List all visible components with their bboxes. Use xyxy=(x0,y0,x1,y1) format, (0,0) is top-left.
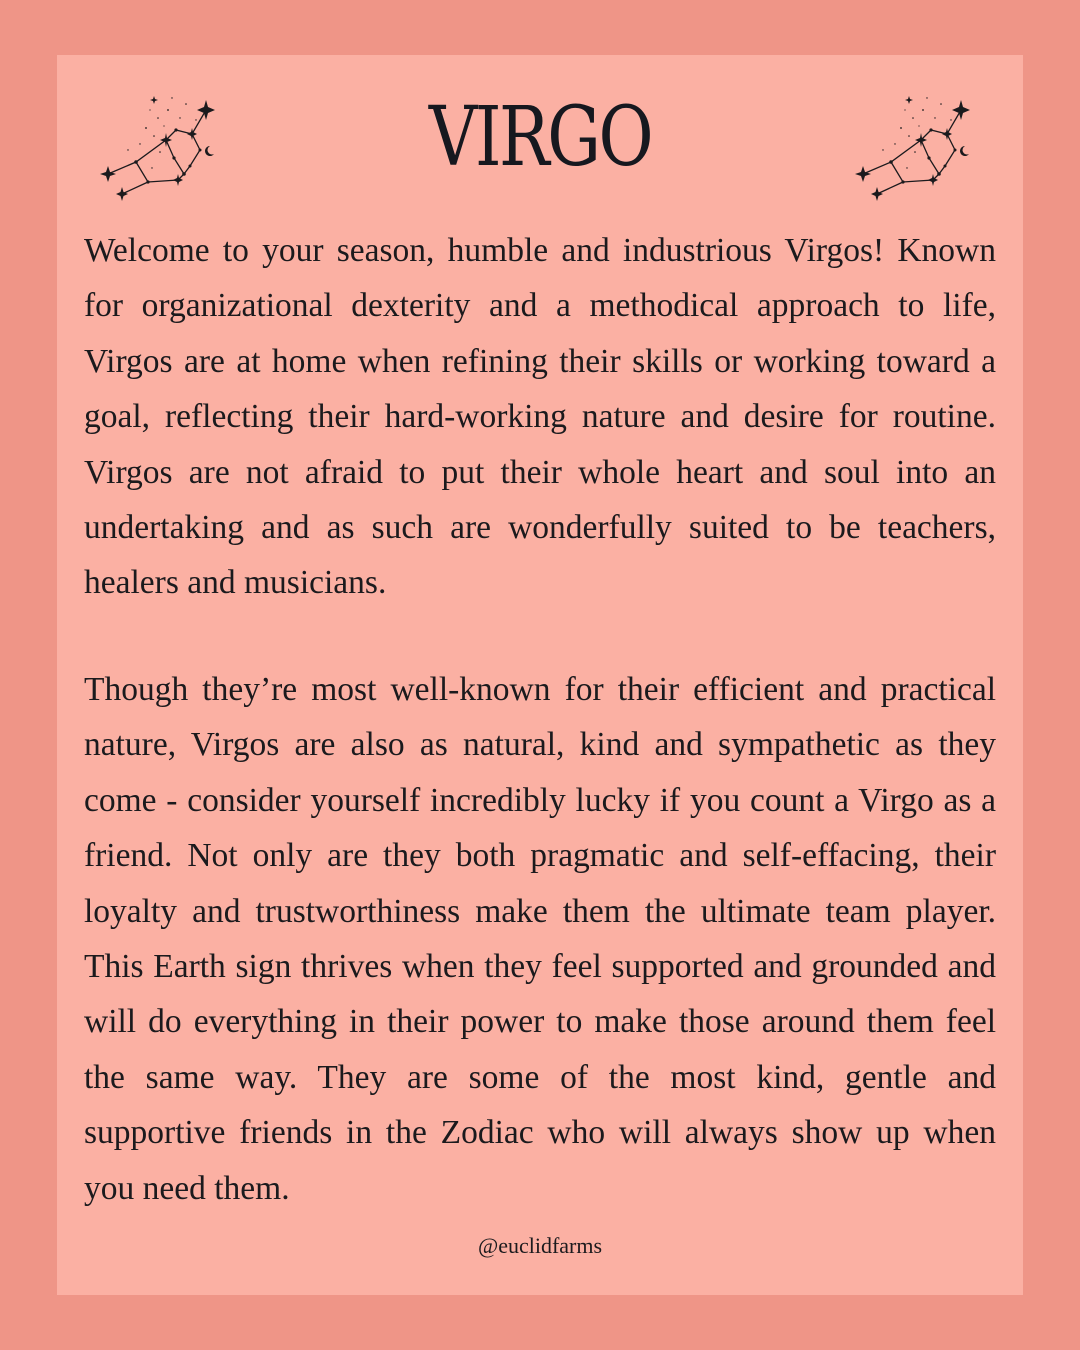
page-title: VIRGO xyxy=(428,90,652,185)
social-handle: @euclidfarms xyxy=(477,1233,603,1258)
traits-paragraph: Though they’re most well-known for their efficient and practical nature, Virgos are also as natural, kind and sympathetic as they come - consider yourself incredibly lucky if you count a Virgo as a friend. Not only are they both pragmatic and self-effacing, their loyalty and trustworthiness make them the ultimate team player. This Earth sign thrives when they feel supported and grounded and will do everything in their power to make those around them feel the same way. They are some of the most kind, gentle and supportive friends in the Zodiac who will always show up when you need them. xyxy=(84,671,996,1207)
intro-paragraph: Welcome to your season, humble and industrious Virgos! Known for organizational dexterity and a methodical approach to life, Virgos are at home when refining their skills or working toward a goal, reflecting their hard-working nature and desire for routine. Virgos are not afraid to put their whole heart and soul into an undertaking and as such are wonderfully suited to be teachers, healers and musicians. xyxy=(84,232,996,602)
